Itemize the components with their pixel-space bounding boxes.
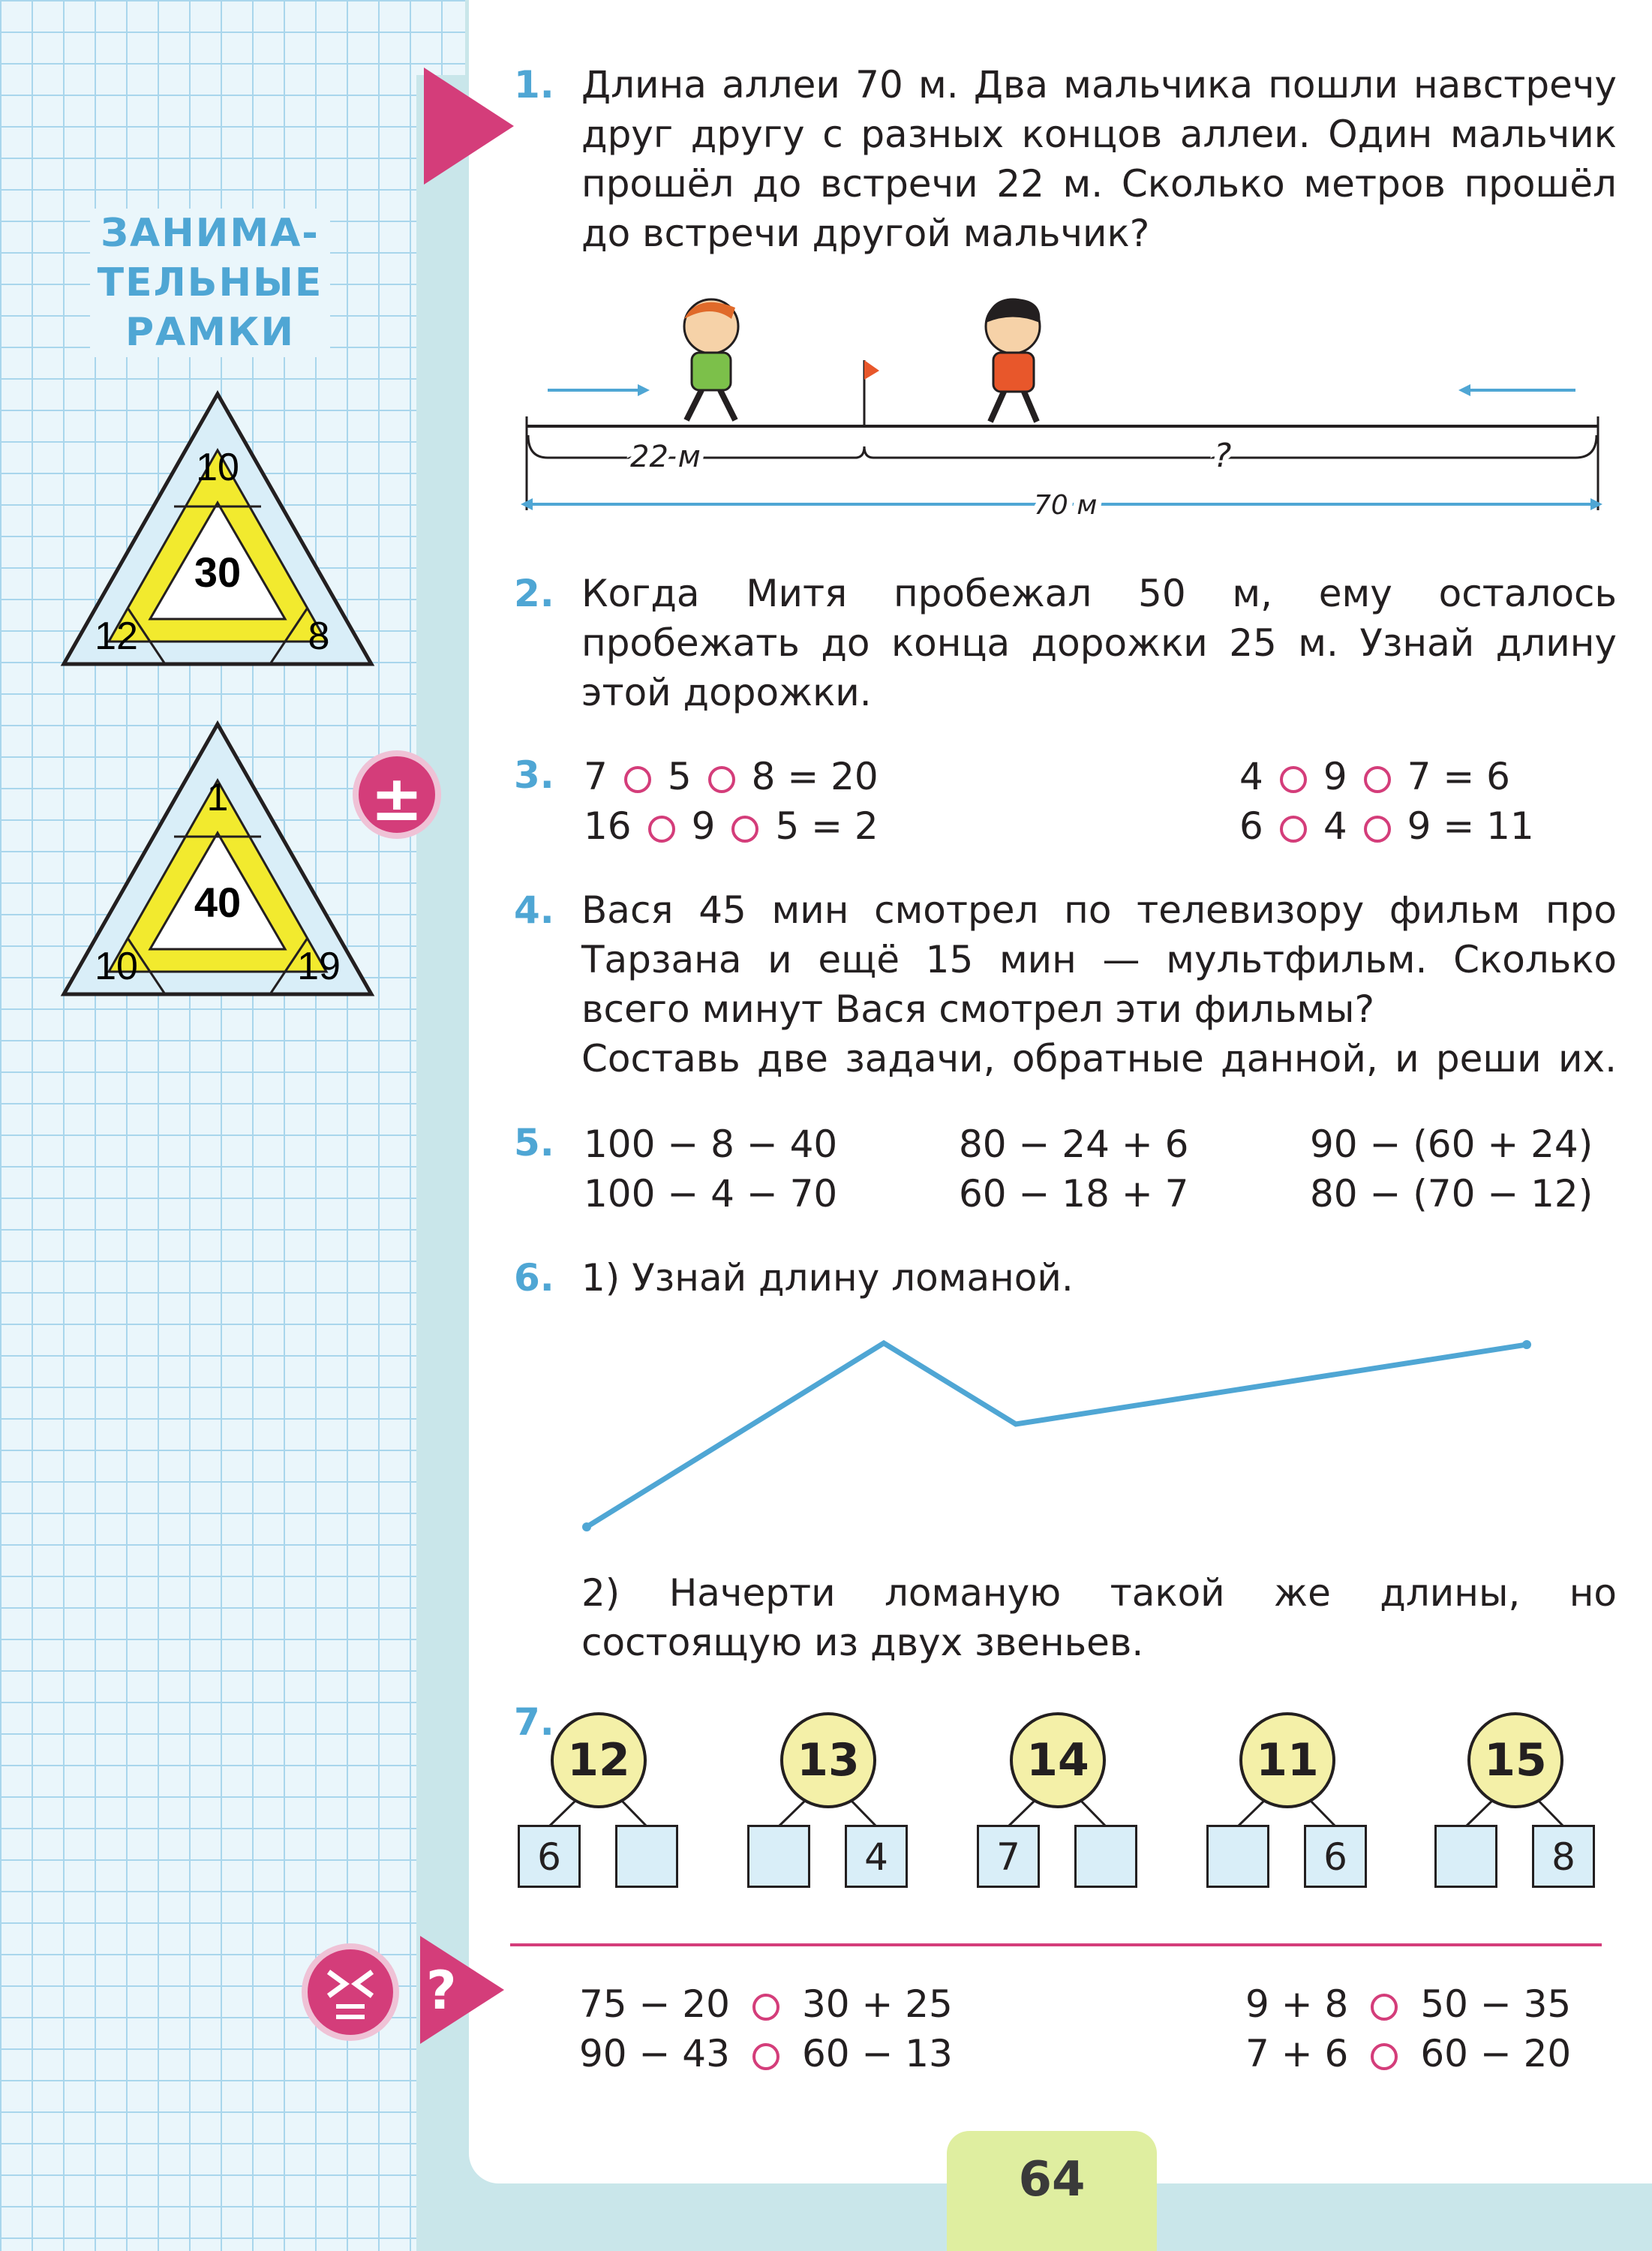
compare-icon (302, 1943, 399, 2041)
compare-row (1245, 2029, 1571, 2078)
task-1 (514, 60, 1617, 278)
task-number: 2. (514, 572, 554, 615)
sidebar-title-line: ТЕЛЬНЫЕ (97, 260, 323, 305)
triangle2-center: 40 (194, 879, 242, 926)
task-text: 1) Узнай длину ломаной. (581, 1256, 1074, 1300)
sign-circle[interactable] (624, 766, 651, 793)
tree-part-box[interactable] (615, 1825, 678, 1888)
equation-row (584, 752, 879, 801)
task-text-2: Составь две задачи, обратные данной, и реши их. (581, 1037, 1617, 1080)
compare-circle[interactable] (1371, 1994, 1398, 2021)
expression: 50 − 35 (1420, 1982, 1572, 2026)
label-22m: 22 м (630, 440, 701, 474)
task-text: Вася 45 мин смотрел по телевизору фильм про Тарзана и ещё 15 мин — мультфильм. Сколько всего минут Вася смотрел эти фильмы? (581, 888, 1617, 1031)
operand: 6 (1239, 804, 1263, 848)
task-6-part-2 (514, 1568, 1617, 1673)
tree-total: 15 (1467, 1712, 1563, 1808)
expression: 90 − 43 (579, 2032, 730, 2075)
expression: 80 − (70 − 12) (1310, 1172, 1593, 1216)
triangle2-right: 19 (297, 945, 341, 988)
sidebar-divider (416, 75, 469, 2251)
expression: 60 − 20 (1420, 2032, 1572, 2075)
tree-part-box[interactable]: 4 (845, 1825, 908, 1888)
expression: 9 + 8 (1245, 1982, 1349, 2026)
plus-minus-icon: ± (353, 750, 441, 839)
sidebar-title-line: РАМКИ (125, 310, 296, 355)
compare-row (579, 1979, 953, 2029)
expression: 30 + 25 (801, 1982, 953, 2026)
expression-column-2 (959, 1119, 1188, 1219)
triangle-frame-1 (60, 390, 375, 668)
tree-total: 11 (1239, 1712, 1335, 1808)
boy-2-icon (986, 299, 1040, 422)
triangle2-top: 1 (206, 776, 229, 819)
number-tree (977, 1712, 1142, 1907)
flag-icon (864, 360, 879, 380)
operand: 7 = 6 (1407, 755, 1510, 798)
tree-part-box[interactable] (1434, 1825, 1497, 1888)
compare-circle[interactable] (752, 2043, 779, 2070)
task-number: 3. (514, 753, 554, 797)
triangle1-left: 12 (95, 615, 138, 658)
triangle1-right: 8 (308, 615, 330, 658)
sign-circle[interactable] (648, 816, 675, 843)
operand: 5 (667, 755, 692, 798)
operand: 9 = 11 (1407, 804, 1534, 848)
operand: 4 (1239, 755, 1263, 798)
expression: 90 − (60 + 24) (1310, 1122, 1593, 1166)
operand: 9 (1323, 755, 1347, 798)
task-marker-arrow (424, 68, 514, 185)
number-tree (747, 1712, 912, 1907)
label-70m: 70 м (1034, 490, 1098, 521)
triangle1-center: 30 (194, 548, 242, 596)
sign-circle[interactable] (1364, 816, 1391, 843)
equation-row (1239, 752, 1510, 801)
compare-circle[interactable] (1371, 2043, 1398, 2070)
operand: 8 = 20 (751, 755, 879, 798)
tree-part-box[interactable]: 8 (1532, 1825, 1595, 1888)
expression: 100 − 4 − 70 (584, 1172, 838, 1216)
sign-circle[interactable] (1280, 816, 1307, 843)
broken-line (587, 1343, 1527, 1527)
task-text: Длина аллеи 70 м. Два мальчика пошли навстречу друг другу с разных концов аллеи. Один мальчик прошёл до встречи 22 м. Сколько метров прошёл до встречи другой мальчик? (581, 63, 1617, 255)
expression: 100 − 8 − 40 (584, 1122, 838, 1166)
tree-total: 14 (1010, 1712, 1106, 1808)
question-mark: ? (426, 1960, 457, 2021)
task-number: 5. (514, 1121, 554, 1165)
sign-circle[interactable] (708, 766, 735, 793)
number-tree (1206, 1712, 1371, 1907)
task-number: 7. (514, 1700, 554, 1744)
tree-part-box[interactable] (1074, 1825, 1137, 1888)
task-number: 4. (514, 888, 554, 932)
task-6 (514, 1253, 1617, 1313)
triangle2-left: 10 (95, 945, 138, 988)
task-text: Когда Митя пробежал 50 м, ему осталось пробежать до конца дорожки 25 м. Узнай длину этой дорожки. (581, 572, 1617, 714)
triangle1-top: 10 (196, 446, 239, 489)
equation-row (1239, 801, 1534, 851)
expression-column-1 (584, 1119, 837, 1219)
tree-part-box[interactable]: 7 (977, 1825, 1040, 1888)
tree-part-box[interactable]: 6 (518, 1825, 581, 1888)
task-number: 6. (514, 1256, 554, 1300)
tree-part-box[interactable] (747, 1825, 810, 1888)
compare-row (1245, 1979, 1571, 2029)
expression: 60 − 18 + 7 (959, 1172, 1189, 1216)
sign-circle[interactable] (1280, 766, 1307, 793)
expression: 60 − 13 (801, 2032, 953, 2075)
task-number: 1. (514, 63, 554, 107)
compare-circle[interactable] (752, 1994, 779, 2021)
triangle-frame-2 (60, 720, 375, 998)
tree-part-box[interactable]: 6 (1304, 1825, 1367, 1888)
page-number: 64 (947, 2131, 1157, 2251)
sign-circle[interactable] (731, 816, 758, 843)
section-divider (510, 1943, 1602, 1946)
boy-1-icon (684, 299, 738, 420)
expression: 7 + 6 (1245, 2032, 1349, 2075)
expression: 80 − 24 + 6 (959, 1122, 1189, 1166)
operand: 5 = 2 (775, 804, 879, 848)
sign-circle[interactable] (1364, 766, 1391, 793)
expression-column-3 (1310, 1119, 1593, 1219)
tree-total: 12 (551, 1712, 647, 1808)
number-tree (518, 1712, 683, 1907)
compare-row (579, 2029, 953, 2078)
task1-diagram (518, 293, 1613, 525)
polyline-figure (570, 1328, 1545, 1538)
tree-part-box[interactable] (1206, 1825, 1269, 1888)
task-4 (514, 885, 1617, 1095)
operand: 16 (584, 804, 632, 848)
task-text: 2) Начерти ломаную такой же длины, но состоящую из двух звеньев. (581, 1571, 1617, 1664)
sidebar-title (90, 209, 330, 357)
operand: 7 (584, 755, 608, 798)
number-tree (1434, 1712, 1599, 1907)
label-unknown: ? (1214, 437, 1232, 475)
equation-row (584, 801, 879, 851)
expression: 75 − 20 (579, 1982, 730, 2026)
tree-total: 13 (780, 1712, 876, 1808)
operand: 9 (691, 804, 716, 848)
operand: 4 (1323, 804, 1347, 848)
task-2 (514, 569, 1617, 726)
sidebar-title-line: ЗАНИМА- (101, 211, 320, 256)
